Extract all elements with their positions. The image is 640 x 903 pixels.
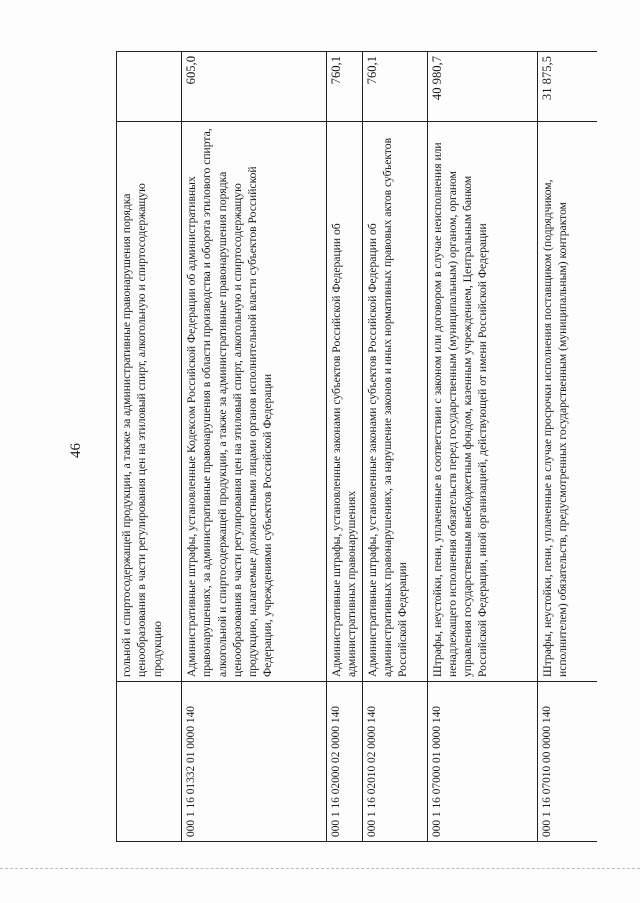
budget-code-cell: 000 1 16 01332 01 0000 140	[182, 682, 327, 842]
revenue-table	[116, 51, 597, 842]
table-row	[427, 52, 537, 842]
amount-cell	[117, 52, 182, 122]
description-cell: Штрафы, неустойки, пени, уплаченные в случае просрочки исполнения поставщиком (подрядчиком, исполнителем) обязательств, предусмотренных государственным (муниципальным) контрактом	[537, 122, 597, 682]
description-cell: Административные штрафы, установленные законами субъектов Российской Федерации об административных правонарушениях	[327, 122, 363, 682]
budget-code-cell: 000 1 16 02000 02 0000 140	[327, 682, 363, 842]
amount-cell: 760,1	[327, 52, 363, 122]
amount-cell: 605,0	[182, 52, 327, 122]
scan-edge-divider	[0, 868, 640, 870]
table-row	[117, 52, 182, 842]
description-cell: гольной и спиртосодержащей продукции, а также за административные правонарушения порядка ценообразования в части регулирования цен на этиловый спирт, алкогольную и спиртосодержащую продукцию	[117, 122, 182, 682]
description-cell: Штрафы, неустойки, пени, уплаченные в соответствии с законом или договором в случае неисполнения или ненадлежащего исполнения обязательств перед государственным (муниципальным) органом, органом управления государственным внебюджетным фондом, казенным учреждением, Центральным банком Российской Федерации, иной организацией, действующей от имени Российской Федерации	[427, 122, 537, 682]
revenue-table-wrapper	[116, 52, 597, 842]
budget-code-cell	[117, 682, 182, 842]
amount-cell: 31 875,5	[537, 52, 597, 122]
amount-cell: 40 980,7	[427, 52, 537, 122]
table-row	[327, 52, 363, 842]
table-row	[182, 52, 327, 842]
budget-code-cell: 000 1 16 07000 01 0000 140	[427, 682, 537, 842]
page-number: 46	[68, 443, 84, 458]
description-cell: Административные штрафы, установленные законами субъектов Российской Федерации об административных правонарушениях, за нарушение законов и иных нормативных правовых актов субъектов Российской Федерации	[362, 122, 427, 682]
table-row	[362, 52, 427, 842]
budget-code-cell: 000 1 16 02010 02 0000 140	[362, 682, 427, 842]
amount-cell: 760,1	[362, 52, 427, 122]
table-row	[537, 52, 597, 842]
description-cell: Административные штрафы, установленные Кодексом Российской Федерации об административных правонарушениях, за административные правонарушения в области производства и оборота этилового спирта, алкогольной и спиртосодержащей продукции, а также за административные правонарушения порядка ценообразования в части регулирования цен на этиловый спирт, алкогольную и спиртосодержащую продукцию, налагаемые должностными лицами органов исполнительной власти субъектов Российской Федерации, учреждениями субъектов Российской Федерации	[182, 122, 327, 682]
budget-code-cell: 000 1 16 07010 00 0000 140	[537, 682, 597, 842]
